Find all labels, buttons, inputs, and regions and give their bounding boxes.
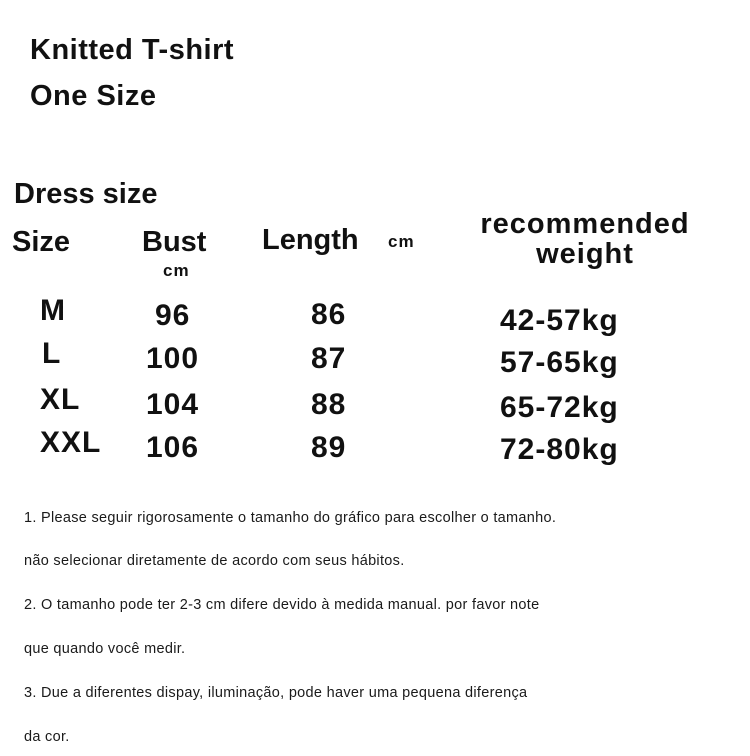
column-header-size: Size (12, 226, 71, 258)
cell-size: L (42, 337, 62, 370)
column-header-length: Length (262, 224, 359, 256)
cell-bust: 104 (146, 388, 200, 421)
column-header-weight-line1: recommended (480, 208, 690, 240)
column-header-weight-line2: weight (536, 238, 634, 270)
cell-size: XXL (40, 426, 102, 459)
column-header-weight (440, 209, 730, 269)
column-unit-length: cm (388, 232, 415, 251)
section-title: Dress size (14, 178, 158, 210)
column-unit-bust: cm (163, 261, 190, 280)
cell-length: 87 (311, 342, 347, 375)
cell-length: 89 (311, 431, 347, 464)
product-name: Knitted T-shirt (30, 34, 235, 66)
cell-weight: 57-65kg (500, 346, 619, 379)
size-label: One Size (30, 80, 157, 112)
cell-bust: 96 (155, 299, 191, 332)
column-header-bust: Bust (142, 226, 207, 258)
cell-weight: 72-80kg (500, 433, 619, 466)
note-line: 1. Please seguir rigorosamente o tamanho do gráfico para escolher o tamanho. (24, 510, 557, 526)
cell-bust: 106 (146, 431, 200, 464)
cell-length: 86 (311, 298, 347, 331)
cell-weight: 42-57kg (500, 304, 619, 337)
cell-length: 88 (311, 388, 347, 421)
cell-weight: 65-72kg (500, 391, 619, 424)
note-line: 3. Due a diferentes dispay, iluminação, pode haver uma pequena diferença (24, 685, 528, 701)
note-line: que quando você medir. (24, 641, 186, 657)
note-line: 2. O tamanho pode ter 2-3 cm difere devido à medida manual. por favor note (24, 597, 540, 613)
cell-size: M (40, 294, 66, 327)
cell-size: XL (40, 383, 81, 416)
note-line: não selecionar diretamente de acordo com seus hábitos. (24, 553, 405, 569)
note-line: da cor. (24, 729, 70, 745)
cell-bust: 100 (146, 342, 200, 375)
